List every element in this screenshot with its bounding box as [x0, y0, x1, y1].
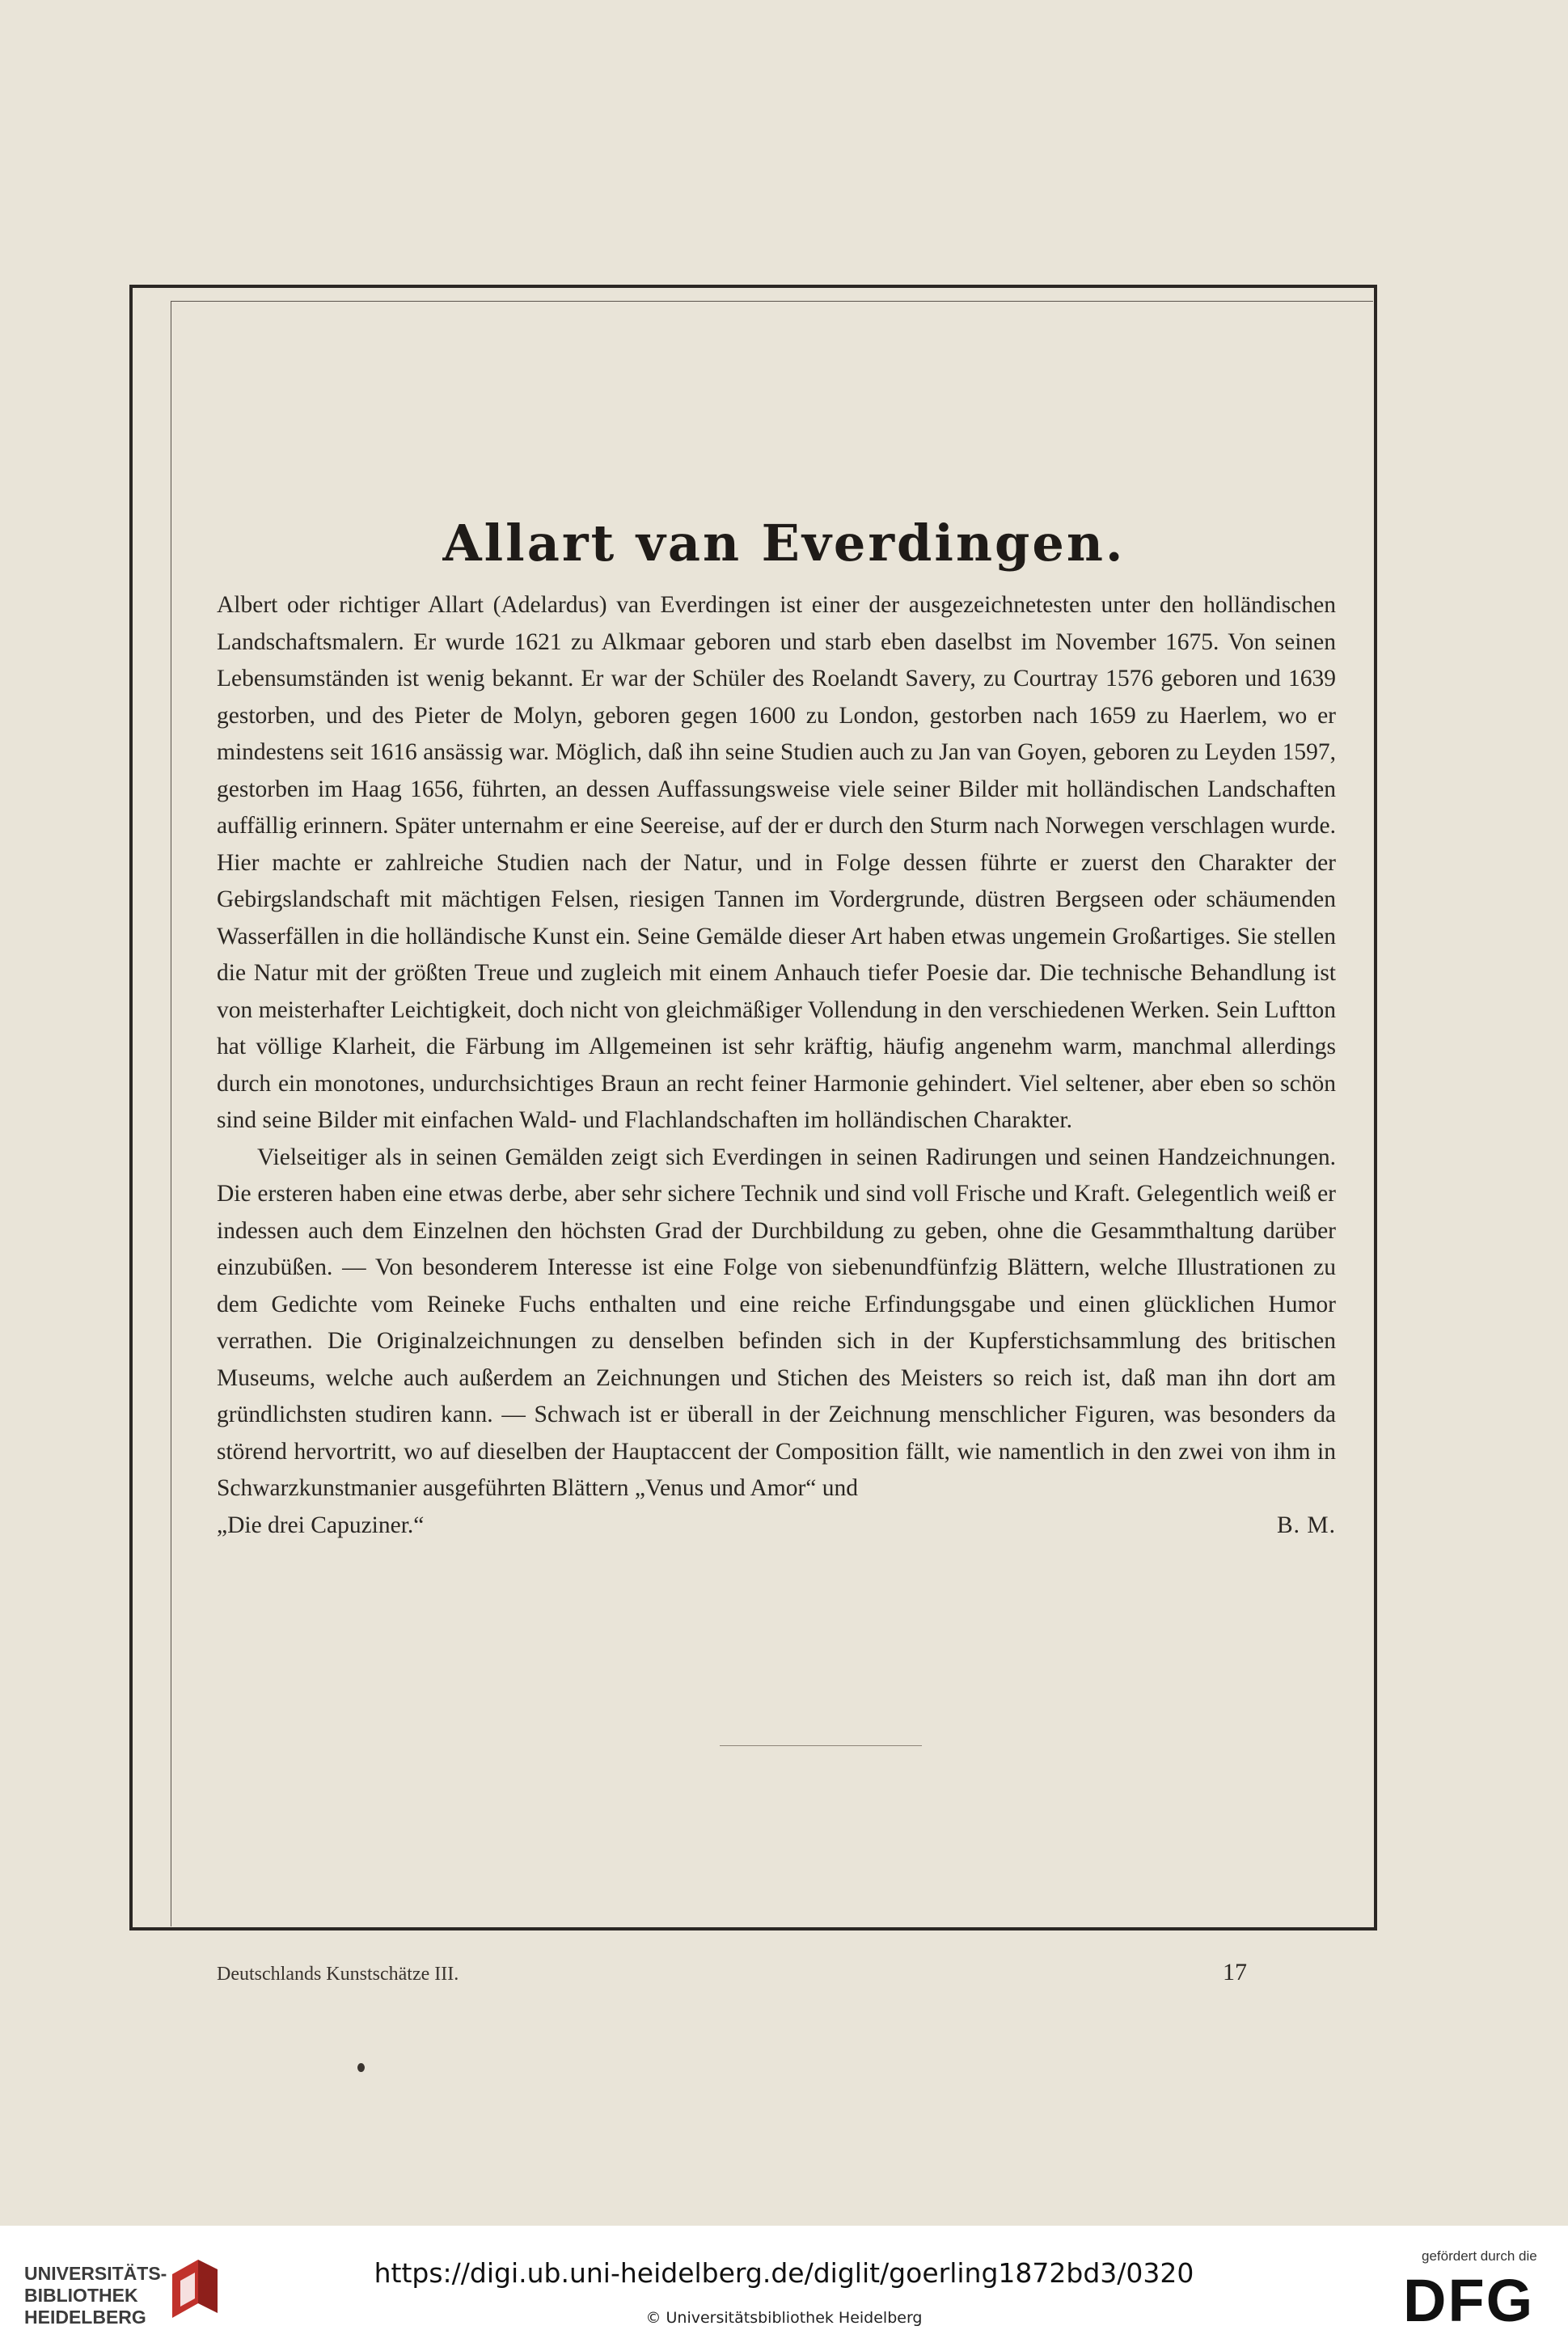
dfg-logo[interactable]: DFG — [1403, 2267, 1535, 2334]
page-number: 17 — [1223, 1959, 1247, 1985]
library-name-line-2: BIBLIOTHEK — [24, 2285, 138, 2306]
copyright-notice: © Universitätsbibliothek Heidelberg — [645, 2309, 923, 2327]
article-title: Allart van Everdingen. — [442, 514, 1126, 573]
author-signature: B. M. — [1276, 1512, 1336, 1538]
paragraph-2: Vielseitiger als in seinen Gemälden zeigt sich Everdingen in seinen Radirungen und seinen Handzeichnungen. Die ersteren haben eine etwas derbe, aber sehr sichere Technik und sind voll Frische und Kraft. Gelegentlich weiß er indessen auch dem Einzelnen den höchsten Grad der Durchbildung zu geben, ohne die Gesammthaltung darüber einzubüßen. — Von besonderem Interesse ist eine Folge von siebenundfünfzig Blättern, welche Illustrationen zu dem Gedichte vom Reineke Fuchs enthalten und eine reiche Erfindungsgabe und einen glücklichen Humor verrathen. Die Originalzeichnungen zu denselben befinden sich in der Kupferstichsammlung des britischen Museums, welche auch außerdem an Zeichnungen und Stichen des Meisters so reich ist, daß man ihn dort am gründlichsten studiren kann. — Schwach ist er überall in der Zeichnung menschlicher Figuren, was besonders da störend hervortritt, wo auf dieselben der Hauptaccent der Composition fällt, wie namentlich in den zwei von ihm in Schwarzkunstmanier ausgeführten Blättern „Venus und Amor“ und — [217, 1144, 1336, 1501]
ink-speck — [357, 2063, 365, 2072]
paragraph-1: Albert oder richtiger Allart (Adelardus) van Everdingen ist einer der ausgezeichnetesten unter den holländischen Landschaftsmalern. Er wurde 1621 zu Alkmaar geboren und starb eben daselbst im November 1675. Von seinen Lebensumständen ist wenig bekannt. Er war der Schüler des Roelandt Savery, zu Courtray 1576 geboren und 1639 gestorben, und des Pieter de Molyn, geboren gegen 1600 zu London, gestorben nach 1659 zu Haerlem, wo er mindestens seit 1616 ansässig war. Möglich, daß ihn seine Studien auch zu Jan van Goyen, geboren zu Leyden 1597, gestorben im Haag 1656, führten, an dessen Auffassungsweise viele seiner Bilder mit holländischen Landschaften auffällig erinnern. Später unternahm er eine Seereise, auf der er durch den Sturm nach Norwegen verschlagen wurde. Hier machte er zahlreiche Studien nach der Natur, und in Folge dessen führte er zuerst den Charakter der Gebirgslandschaft mit mächtigen Felsen, riesigen Tannen im Vordergrunde, düstren Bergseen oder schäumenden Wasserfällen in die holländische Kunst ein. Seine Gemälde dieser Art haben etwas ungemein Großartiges. Sie stellen die Natur mit der größten Treue und zugleich mit einem Anhauch tiefer Poesie dar. Die technische Behandlung ist von meisterhafter Leichtigkeit, doch nicht von gleichmäßiger Vollendung in den verschiedenen Werken. Sein Luftton hat völlige Klarheit, die Färbung im Allgemeinen ist sehr kräftig, häufig angenehm warm, manchmal allerdings durch ein monotones, undurchsichtiges Braun an recht feiner Harmonie gehindert. Viel seltener, aber eben so schön sind seine Bilder mit einfachen Wald- und Flachlandschaften im holländischen Charakter. — [217, 592, 1336, 1133]
library-name-line-3: HEIDELBERG — [24, 2307, 146, 2328]
article-body — [217, 587, 1336, 1544]
closing-line: „Die drei Capuziner.“ — [217, 1512, 425, 1538]
library-name-line-1: UNIVERSITÄTS- — [24, 2263, 167, 2284]
funding-label: gefördert durch die — [1422, 2248, 1537, 2264]
permalink-url[interactable]: https://digi.ub.uni-heidelberg.de/diglit/goerling1872bd3/0320 — [374, 2257, 1194, 2289]
book-title-footer: Deutschlands Kunstschätze III. — [217, 1964, 459, 1985]
closing-row — [217, 1508, 1336, 1545]
divider-rule — [720, 1745, 922, 1746]
